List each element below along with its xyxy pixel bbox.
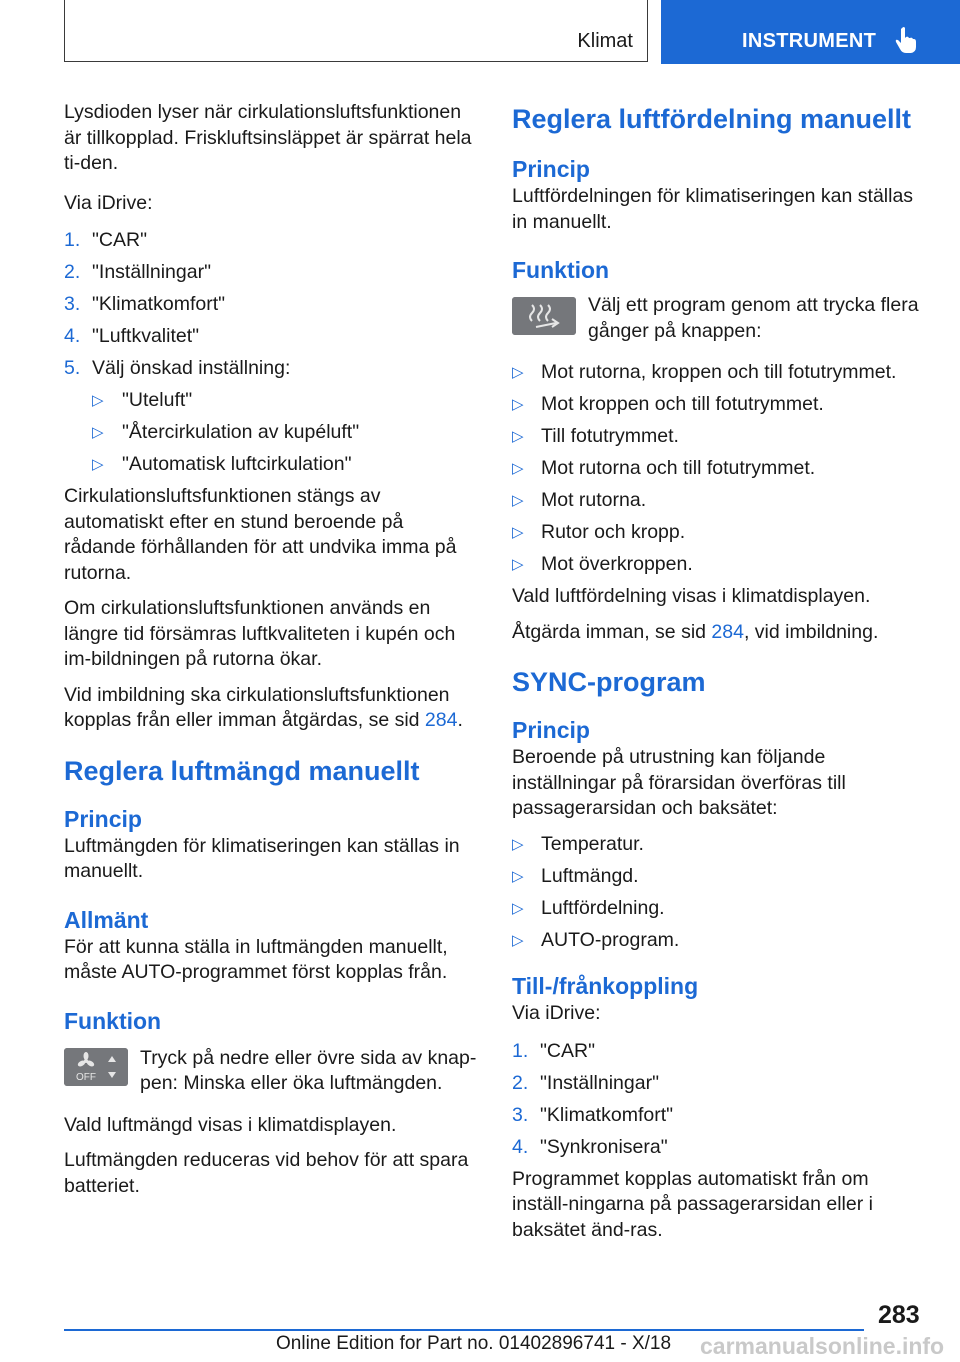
hand-pointer-icon: [895, 26, 917, 54]
header-section-box: [64, 0, 648, 62]
paragraph: Lysdioden lyser när cirkulationsluftsfunktionen är tillkopplad. Friskluftsinsläppet är spärrat hela ti-den.: [64, 101, 472, 174]
header-chapter-label: INSTRUMENT: [742, 30, 877, 52]
triangle-bullet-icon: ▷: [512, 428, 524, 445]
list-item: 3. "Klimatkomfort": [64, 293, 226, 315]
bullet-list: [512, 832, 928, 954]
instruction-text: Välj ett program genom att trycka flera gånger på knappen:: [588, 294, 919, 342]
page-link[interactable]: 284: [424, 709, 458, 731]
subsection-heading: Till-/frånkoppling: [512, 973, 699, 999]
paragraph: Via iDrive:: [512, 1002, 601, 1024]
triangle-bullet-icon: ▷: [512, 396, 524, 413]
list-item: ▷ "Automatisk luftcirkulation": [64, 452, 478, 478]
triangle-bullet-icon: ▷: [92, 456, 104, 473]
footer-divider: [64, 1329, 864, 1331]
list-item: 2. "Inställningar": [512, 1071, 659, 1094]
watermark: carmanualsonline.info: [700, 1333, 945, 1359]
fan-off-button-icon: [64, 1048, 128, 1086]
list-item: ▷ Mot rutorna och till fotutrymmet.: [512, 456, 928, 482]
paragraph: Luftmängden för klimatiseringen kan ställas in manuellt.: [64, 834, 460, 882]
header-chapter-tab[interactable]: [661, 0, 960, 64]
list-item: ▷ Mot överkroppen.: [512, 552, 928, 578]
paragraph: Luftmängden reduceras vid behov för att spara batteriet.: [64, 1149, 469, 1197]
list-item: 3. "Klimatkomfort": [512, 1103, 674, 1126]
paragraph: Beroende på utrustning kan följande inställningar på förarsidan överföras till passagerarsidan och baksätet:: [512, 746, 846, 819]
paragraph: Programmet kopplas automatiskt från om inställ-ningarna på passagerarsidan eller i baksätet änd-ras.: [512, 1167, 873, 1241]
bullet-list: [64, 388, 478, 478]
paragraph: Vald luftfördelning visas i klimatdisplayen.: [512, 585, 871, 607]
svg-text:OFF: OFF: [76, 1071, 96, 1083]
numbered-list: [64, 228, 478, 382]
list-item: 4. "Synkronisera": [512, 1135, 668, 1158]
left-column: [64, 100, 478, 1209]
triangle-bullet-icon: ▷: [512, 835, 524, 853]
list-item: 1. "CAR": [64, 229, 148, 251]
triangle-bullet-icon: ▷: [512, 867, 524, 885]
section-heading: Reglera luftmängd manuellt: [64, 755, 420, 786]
subsection-heading: Allmänt: [64, 906, 149, 933]
list-item: ▷ Till fotutrymmet.: [512, 424, 928, 450]
subsection-heading: Funktion: [64, 1007, 162, 1034]
list-item: ▷ Luftmängd.: [512, 864, 928, 890]
list-item: ▷ Mot rutorna.: [512, 488, 928, 514]
list-item: 5. Välj önskad inställning:: [64, 357, 291, 379]
list-item: 2. "Inställningar": [64, 261, 211, 283]
list-item: ▷ Rutor och kropp.: [512, 520, 928, 546]
list-item: ▷ "Uteluft": [64, 388, 478, 414]
paragraph: Om cirkulationsluftsfunktionen används en längre tid försämras luftkvaliteten i kupén och im-bildningen på rutorna ökar.: [64, 597, 456, 670]
numbered-list: [512, 1039, 928, 1161]
triangle-bullet-icon: ▷: [92, 424, 104, 441]
list-item: ▷ Temperatur.: [512, 832, 928, 858]
instruction-text: Tryck på nedre eller övre sida av knap-pen: Minska eller öka luftmängden.: [140, 1046, 477, 1094]
triangle-bullet-icon: ▷: [512, 556, 524, 573]
triangle-bullet-icon: ▷: [512, 460, 524, 477]
air-distribution-button-icon: [512, 297, 576, 335]
page-link[interactable]: 284: [711, 620, 744, 643]
list-item: ▷ AUTO-program.: [512, 928, 928, 954]
paragraph: Vid imbildning ska cirkulationsluftsfunktionen kopplas från eller imman åtgärdas, se sid 284.: [64, 683, 463, 731]
list-item: ▷ Mot kroppen och till fotutrymmet.: [512, 392, 928, 418]
paragraph: Vald luftmängd visas i klimatdisplayen.: [64, 1113, 397, 1136]
section-heading: SYNC-program: [512, 667, 706, 697]
list-item: 1. "CAR": [512, 1039, 596, 1062]
subsection-heading: Princip: [512, 156, 590, 182]
right-column: [512, 100, 928, 1253]
icon-instruction-row: [512, 293, 928, 344]
list-item: 4. "Luftkvalitet": [64, 325, 200, 347]
bullet-list: [512, 360, 928, 578]
paragraph: För att kunna ställa in luftmängden manuellt, måste AUTO-programmet först kopplas från.: [64, 935, 448, 983]
triangle-bullet-icon: ▷: [512, 492, 524, 509]
triangle-bullet-icon: ▷: [512, 364, 524, 381]
triangle-bullet-icon: ▷: [512, 524, 524, 541]
list-item: ▷ Luftfördelning.: [512, 896, 928, 922]
list-item: ▷ Mot rutorna, kroppen och till fotutrymmet.: [512, 360, 928, 386]
list-item: ▷ "Återcirkulation av kupéluft": [64, 420, 478, 446]
paragraph: Via iDrive:: [64, 191, 153, 214]
subsection-heading: Princip: [64, 805, 142, 832]
footer-edition: Online Edition for Part no. 01402896741 - X/18: [276, 1333, 672, 1354]
page-number: 283: [878, 1301, 920, 1329]
section-heading: Reglera luftfördelning manuellt: [512, 104, 912, 134]
triangle-bullet-icon: ▷: [92, 392, 104, 409]
icon-instruction-row: [64, 1046, 478, 1097]
subsection-heading: Princip: [512, 717, 590, 743]
paragraph: Åtgärda imman, se sid 284, vid imbildning.: [512, 620, 879, 643]
paragraph: Cirkulationsluftsfunktionen stängs av automatiskt efter en stund beroende på rådande förhållanden för att undvika imma på rutorna.: [64, 485, 457, 584]
triangle-bullet-icon: ▷: [512, 899, 524, 917]
paragraph: Luftfördelningen för klimatiseringen kan ställas in manuellt.: [512, 185, 914, 233]
triangle-bullet-icon: ▷: [512, 931, 524, 949]
header-section-label: Klimat: [577, 30, 633, 52]
subsection-heading: Funktion: [512, 257, 610, 283]
